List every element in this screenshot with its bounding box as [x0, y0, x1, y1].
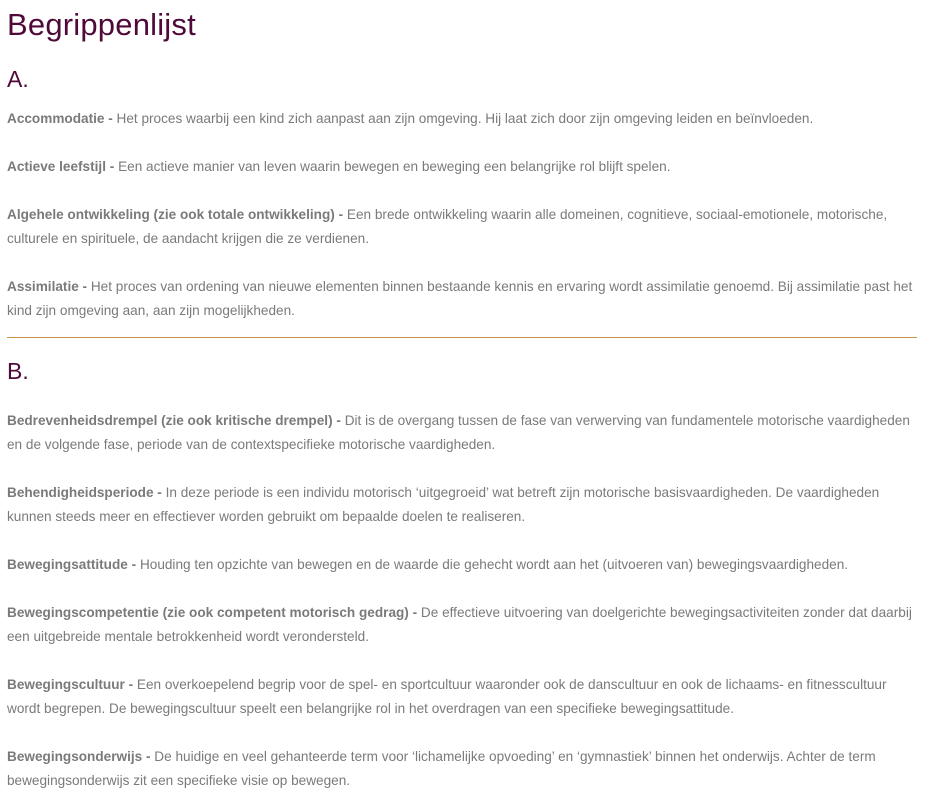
glossary-entry — [7, 745, 917, 793]
glossary-term: Bewegingsattitude - — [7, 557, 140, 572]
glossary-term: Bewegingscultuur - — [7, 677, 137, 692]
glossary-definition: De effectieve uitvoering van doelgerichte bewegingsactiviteiten zonder dat daarbij een uitgebreide mentale betrokkenheid wordt verondersteld. — [7, 605, 912, 644]
section-b — [7, 357, 917, 793]
glossary-entry — [7, 673, 917, 721]
glossary-term: Assimilatie - — [7, 279, 91, 294]
glossary-term: Actieve leefstijl - — [7, 159, 119, 174]
glossary-entry — [7, 275, 917, 323]
glossary-term: Bewegingscompetentie (zie ook competent motorisch gedrag) - — [7, 605, 421, 620]
glossary-definition: Een brede ontwikkeling waarin alle domeinen, cognitieve, sociaal-emotionele, motorische, culturele en spirituele, de aandacht krijgen die ze verdienen. — [7, 207, 888, 246]
glossary-definition: Houding ten opzichte van bewegen en de waarde die gehecht wordt aan het (uitvoeren van) bewegingsvaardigheden. — [139, 557, 849, 572]
glossary-term: Behendigheidsperiode - — [7, 485, 166, 500]
glossary-term: Bewegingsonderwijs - — [7, 749, 155, 764]
glossary-definition: Dit is de overgang tussen de fase van verwerving van fundamentele motorische vaardigheden en de volgende fase, periode van de contextspecifieke motorische vaardigheden. — [7, 413, 910, 452]
glossary-definition: Het proces waarbij een kind zich aanpast aan zijn omgeving. Hij laat zich door zijn omgeving leiden en beïnvloeden. — [116, 111, 814, 126]
glossary-entry — [7, 553, 917, 577]
glossary-definition: Het proces van ordening van nieuwe elementen binnen bestaande kennis en ervaring wordt assimilatie genoemd. Bij assimilatie past het kind zijn omgeving aan, aan zijn mogelijkheden. — [7, 279, 913, 318]
glossary-entry — [7, 601, 917, 649]
glossary-entry — [7, 155, 917, 179]
glossary-definition: In deze periode is een individu motorisch ‘uitgegroeid’ wat betreft zijn motorische basisvaardigheden. De vaardigheden kunnen steeds meer en effectiever worden gebruikt om bepaalde doelen te realiseren. — [7, 485, 880, 524]
glossary-definition: Een overkoepelend begrip voor de spel- en sportcultuur waaronder ook de danscultuur en ook de lichaams- en fitnesscultuur wordt begrepen. De bewegingscultuur speelt een belangrijke rol in het overdragen van een specifieke bewegingsattitude. — [7, 677, 887, 716]
glossary-term: Algehele ontwikkeling (zie ook totale ontwikkeling) - — [7, 207, 347, 222]
section-heading-a: A. — [7, 66, 29, 92]
glossary-definition: De huidige en veel gehanteerde term voor ‘lichamelijke opvoeding’ en ‘gymnastiek’ binnen het onderwijs. Achter de term bewegingsonderwijs zit een specifieke visie op bewegen. — [7, 749, 876, 788]
glossary-entry — [7, 481, 917, 529]
glossary-term: Accommodatie - — [7, 111, 117, 126]
section-a — [7, 65, 917, 323]
section-heading-b: B. — [7, 358, 29, 384]
section-divider — [7, 337, 917, 338]
page-title: Begrippenlijst — [7, 7, 196, 42]
glossary-term: Bedrevenheidsdrempel (zie ook kritische drempel) - — [7, 413, 345, 428]
glossary-entry — [7, 107, 917, 131]
glossary-entry — [7, 409, 917, 457]
glossary-definition: Een actieve manier van leven waarin bewegen en beweging een belangrijke rol blijft spelen. — [118, 159, 671, 174]
glossary-entry — [7, 203, 917, 251]
